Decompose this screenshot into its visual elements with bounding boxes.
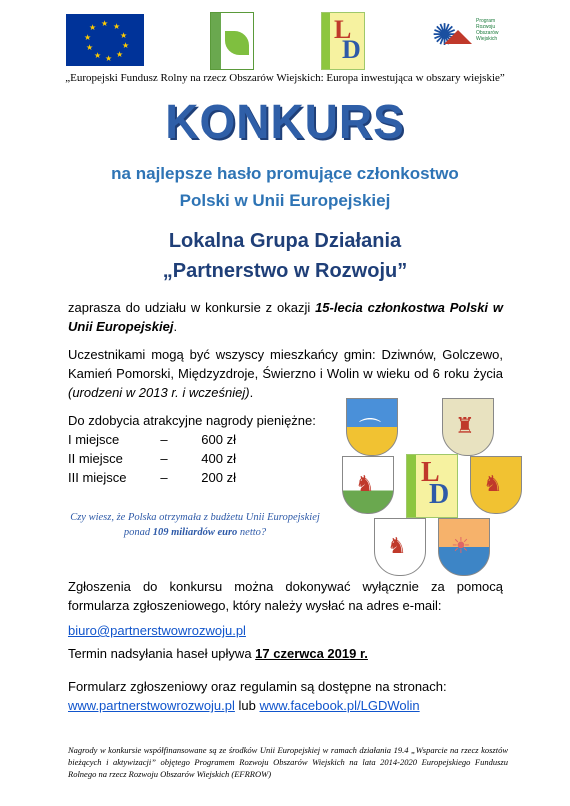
eu-flag-icon: ★ ★ ★ ★ ★ ★ ★ ★ ★ ★ [66, 14, 144, 66]
prize-dash: – [160, 470, 168, 485]
prizes-section [68, 411, 328, 487]
submission-paragraph [68, 577, 503, 640]
prize-amount: 200 zł [201, 470, 236, 485]
prize-place: I miejsce [68, 432, 120, 447]
dziwnow-crest-icon: ⌒ [346, 398, 398, 456]
leader-logo-icon [210, 12, 254, 70]
links-text: Formularz zgłoszeniowy oraz regulamin są dostępne na stronach: [68, 679, 447, 694]
email-link[interactable]: biuro@partnerstwowrozwoju.pl [68, 623, 246, 638]
prizes-heading: Do zdobycia atrakcyjne nagrody pieniężne: [68, 413, 316, 428]
links-separator: lub [234, 698, 260, 713]
lgd-crest-icon: L D [406, 454, 458, 518]
participants-end: . [249, 385, 254, 400]
age-note: (urodzeni w 2013 r. i wcześniej) [68, 385, 250, 400]
page-title: KONKURS [165, 93, 405, 149]
deadline-text: Termin nadsyłania haseł upływa [68, 646, 256, 661]
organizer-line-1: Lokalna Grupa Działania [168, 230, 402, 252]
logo-row [64, 12, 514, 68]
quote-text: Czy wiesz, że Polska otrzymała z budżetu Unii Europejskiej ponad [70, 512, 320, 538]
subtitle-line-2: Polski w Unii Europejskiej [179, 191, 391, 210]
prize-dash: – [160, 432, 168, 447]
municipality-crests [340, 392, 520, 578]
fund-slogan: „Europejski Fundusz Rolny na rzecz Obszarów Wiejskich: Europa inwestująca w obszary wiejskie” [65, 72, 505, 84]
eu-funds-quote [60, 510, 330, 540]
prize-dash: – [160, 451, 168, 466]
prize-amount: 400 zł [201, 451, 236, 466]
invitation-text: zaprasza do udziału w konkursie z okazji [68, 300, 316, 315]
subtitle-line-1: na najlepsze hasło promujące członkostwo [111, 164, 459, 183]
facebook-link[interactable]: www.facebook.pl/LGDWolin [259, 698, 420, 713]
golczewo-crest-icon: ♜ [442, 398, 494, 456]
footer-note: Nagrody w konkursie współfinansowane są ze środków Unii Europejskiej w ramach działania 19.4 „Wsparcie na rzecz kosztów bieżących i aktywizacji” objętego Programem Rozwoju Obszarów Wiejskich na lata 2014-2020 Europejskiego Funduszu Rolnego na rzecz Rozwoju Obszarów Wiejskich (EFRROW) [68, 745, 508, 779]
invitation-end: . [173, 319, 178, 334]
invitation-paragraph [68, 298, 503, 336]
prize-row [68, 468, 328, 487]
prize-row [68, 449, 328, 468]
prize-amount: 600 zł [201, 432, 236, 447]
website-link[interactable]: www.partnerstwowrozwoju.pl [68, 698, 235, 713]
organizer-line-2: „Partnerstwo w Rozwoju” [162, 260, 408, 282]
kamien-crest-icon: ♞ [342, 456, 394, 514]
prize-place: II miejsce [68, 451, 123, 466]
quote-amount: 109 miliardów euro [152, 527, 238, 538]
prize-place: III miejsce [68, 470, 127, 485]
deadline-date: 17 czerwca 2019 r. [255, 646, 368, 661]
subtitle [0, 160, 570, 214]
wolin-crest-icon: ☀ [438, 518, 490, 576]
miedzyzdroje-crest-icon: ♞ [470, 456, 522, 514]
participants-text: Uczestnikami mogą być wszyscy mieszkańcy gmin: Dziwnów, Golczewo, Kamień Pomorski, Międzyzdroje, Świerzno i Wolin w wieku od 6 roku życia [68, 347, 503, 381]
prow-logo-text: Program Rozwoju Obszarów Wiejskich [476, 18, 499, 42]
prow-logo-icon: ✺ Program Rozwoju Obszarów Wiejskich [432, 14, 512, 68]
submission-text: Zgłoszenia do konkursu można dokonywać wyłącznie za pomocą formularza zgłoszeniowego, który należy wysłać na adres e-mail: [68, 579, 503, 613]
prize-row [68, 430, 328, 449]
swierzno-crest-icon: ♞ [374, 518, 426, 576]
deadline-paragraph [68, 646, 368, 661]
lgd-logo-icon: L D [321, 12, 365, 70]
organizer-name [0, 226, 570, 286]
links-paragraph [68, 677, 503, 715]
anniversary-emphasis: 15-lecia członkostwa Polski w Unii Europejskiej [68, 300, 503, 334]
quote-end: netto? [237, 527, 267, 538]
